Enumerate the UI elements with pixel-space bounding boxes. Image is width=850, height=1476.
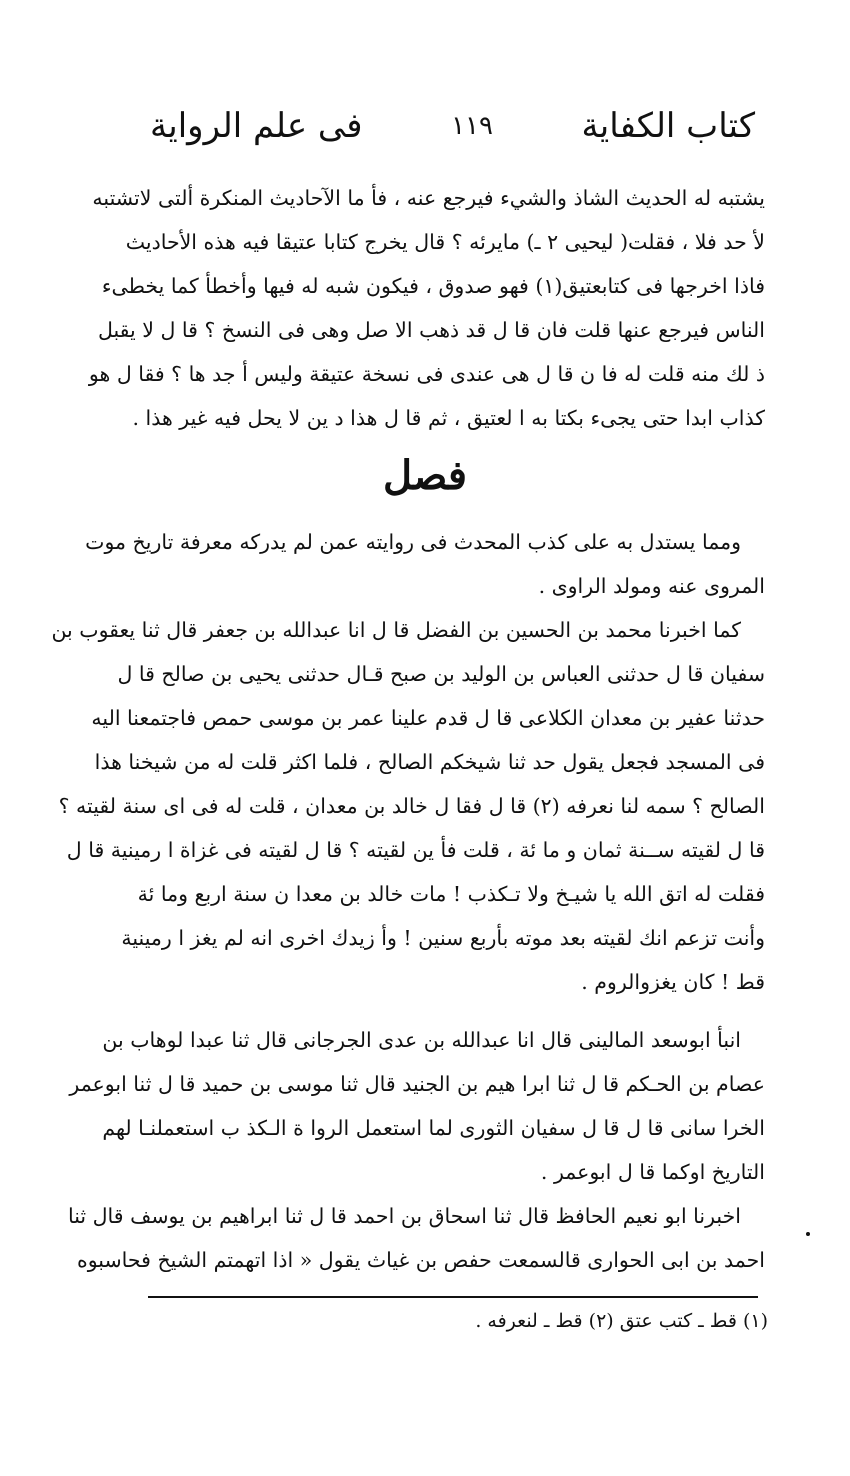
text-line: ذ لك منه قلت له فا ن قا ل هى عندى فى نسخة عتيقة وليس أ جد ها ؟ فقا ل هو xyxy=(88,362,765,386)
text-line: وأنت تزعم انك لقيته بعد موته بأربع سنين ! وأ زيدك اخرى انه لم يغز ا رمينية xyxy=(121,926,765,950)
text-line: انبأ ابوسعد المالينى قال انا عبدالله بن عدى الجرجانى قال ثنا عبدا لوهاب بن xyxy=(102,1028,741,1052)
paragraph-5 xyxy=(67,1194,765,1282)
book-subtitle: فى علم الرواية xyxy=(150,106,363,146)
text-line: سفيان قا ل حدثنى العباس بن الوليد بن صبح قـال حدثنى يحيى بن صالح قا ل xyxy=(117,662,765,686)
text-line: عصام بن الحـكم قا ل ثنا ابرا هيم بن الجنيد قال ثنا موسى بن حميد قا ل ثنا ابوعمر xyxy=(69,1072,765,1096)
page-number: ١١٩ xyxy=(451,111,493,141)
text-line: فى المسجد فجعل يقول حد ثنا شيخكم الصالح ، فلما اكثر قلت له من شيخنا هذا xyxy=(94,750,765,774)
text-line: احمد بن ابى الحوارى قالسمعت حفص بن غياث يقول « اذا اتهمتم الشيخ فحاسبوه xyxy=(76,1248,765,1272)
text-line: اخبرنا ابو نعيم الحافظ قال ثنا اسحاق بن احمد قا ل ثنا ابراهيم بن يوسف قال ثنا xyxy=(67,1204,741,1228)
text-line: المروى عنه ومولد الراوى . xyxy=(538,574,765,598)
paragraph-4 xyxy=(69,1018,765,1194)
text-line: حدثنا عفير بن معدان الكلاعى قا ل قدم علينا عمر بن موسى حمص فاجتمعنا اليه xyxy=(91,706,765,730)
book-title: كتاب الكفاية xyxy=(581,106,755,146)
text-line: ومما يستدل به على كذب المحدث فى روايته عمن لم يدركه معرفة تاريخ موت xyxy=(85,530,741,554)
text-line: قا ل لقيته ســنة ثمان و ما ئة ، قلت فأ ين لقيته ؟ قا ل لقيته فى غزاة ا رمينية قا ل xyxy=(66,838,765,862)
text-line: الخرا سانى قا ل قا ل سفيان الثورى لما استعمل الروا ة الـكذ ب استعملنـا لهم xyxy=(102,1116,765,1140)
scan-speck xyxy=(806,1232,810,1236)
paragraph-2 xyxy=(85,520,765,608)
paragraph-3 xyxy=(51,608,765,1004)
text-line: الصالح ؟ سمه لنا نعرفه (٢) قا ل فقا ل خالد بن معدان ، قلت له فى اى سنة لقيته ؟ xyxy=(58,794,765,818)
text-line: الناس فيرجع عنها قلت فان قا ل قد ذهب الا صل وهى فى النسخ ؟ قا ل لا يقبل xyxy=(97,318,765,342)
section-heading: فصل xyxy=(382,452,468,499)
text-line: فقلت له اتق الله يا شيـخ ولا تـكذب ! مات خالد بن معدا ن سنة اربع وما ئة xyxy=(137,882,765,906)
text-line: كما اخبرنا محمد بن الحسين بن الفضل قا ل انا عبدالله بن جعفر قال ثنا يعقوب بن xyxy=(51,618,741,642)
footnote-divider xyxy=(148,1296,758,1298)
text-line: التاريخ اوكما قا ل ابوعمر . xyxy=(540,1160,765,1184)
text-line: يشتبه له الحديث الشاذ والشيء فيرجع عنه ، فأ ما الآحاديث المنكرة ألتى لاتشتبه xyxy=(92,186,765,210)
text-line: لأ حد فلا ، فقلت( ليحيى ٢ ـ) مايرئه ؟ قال يخرج كتابا عتيقا فيه هذه الأحاديث xyxy=(125,230,765,254)
footnote: (١) قط ـ كتب عتق (٢) قط ـ لنعرفه . xyxy=(475,1310,768,1332)
paragraph-1 xyxy=(88,176,765,440)
page-header xyxy=(150,96,755,156)
text-line: قط ! كان يغزوالروم . xyxy=(581,970,765,994)
text-line: كذاب ابدا حتى يجىء بكتا به ا لعتيق ، ثم قا ل هذا د ين لا يحل فيه غير هذا . xyxy=(132,406,765,430)
text-line: فاذا اخرجها فى كتابعتيق(١) فهو صدوق ، فيكون شبه له فيها وأخطأ كما يخطىء xyxy=(101,274,765,298)
